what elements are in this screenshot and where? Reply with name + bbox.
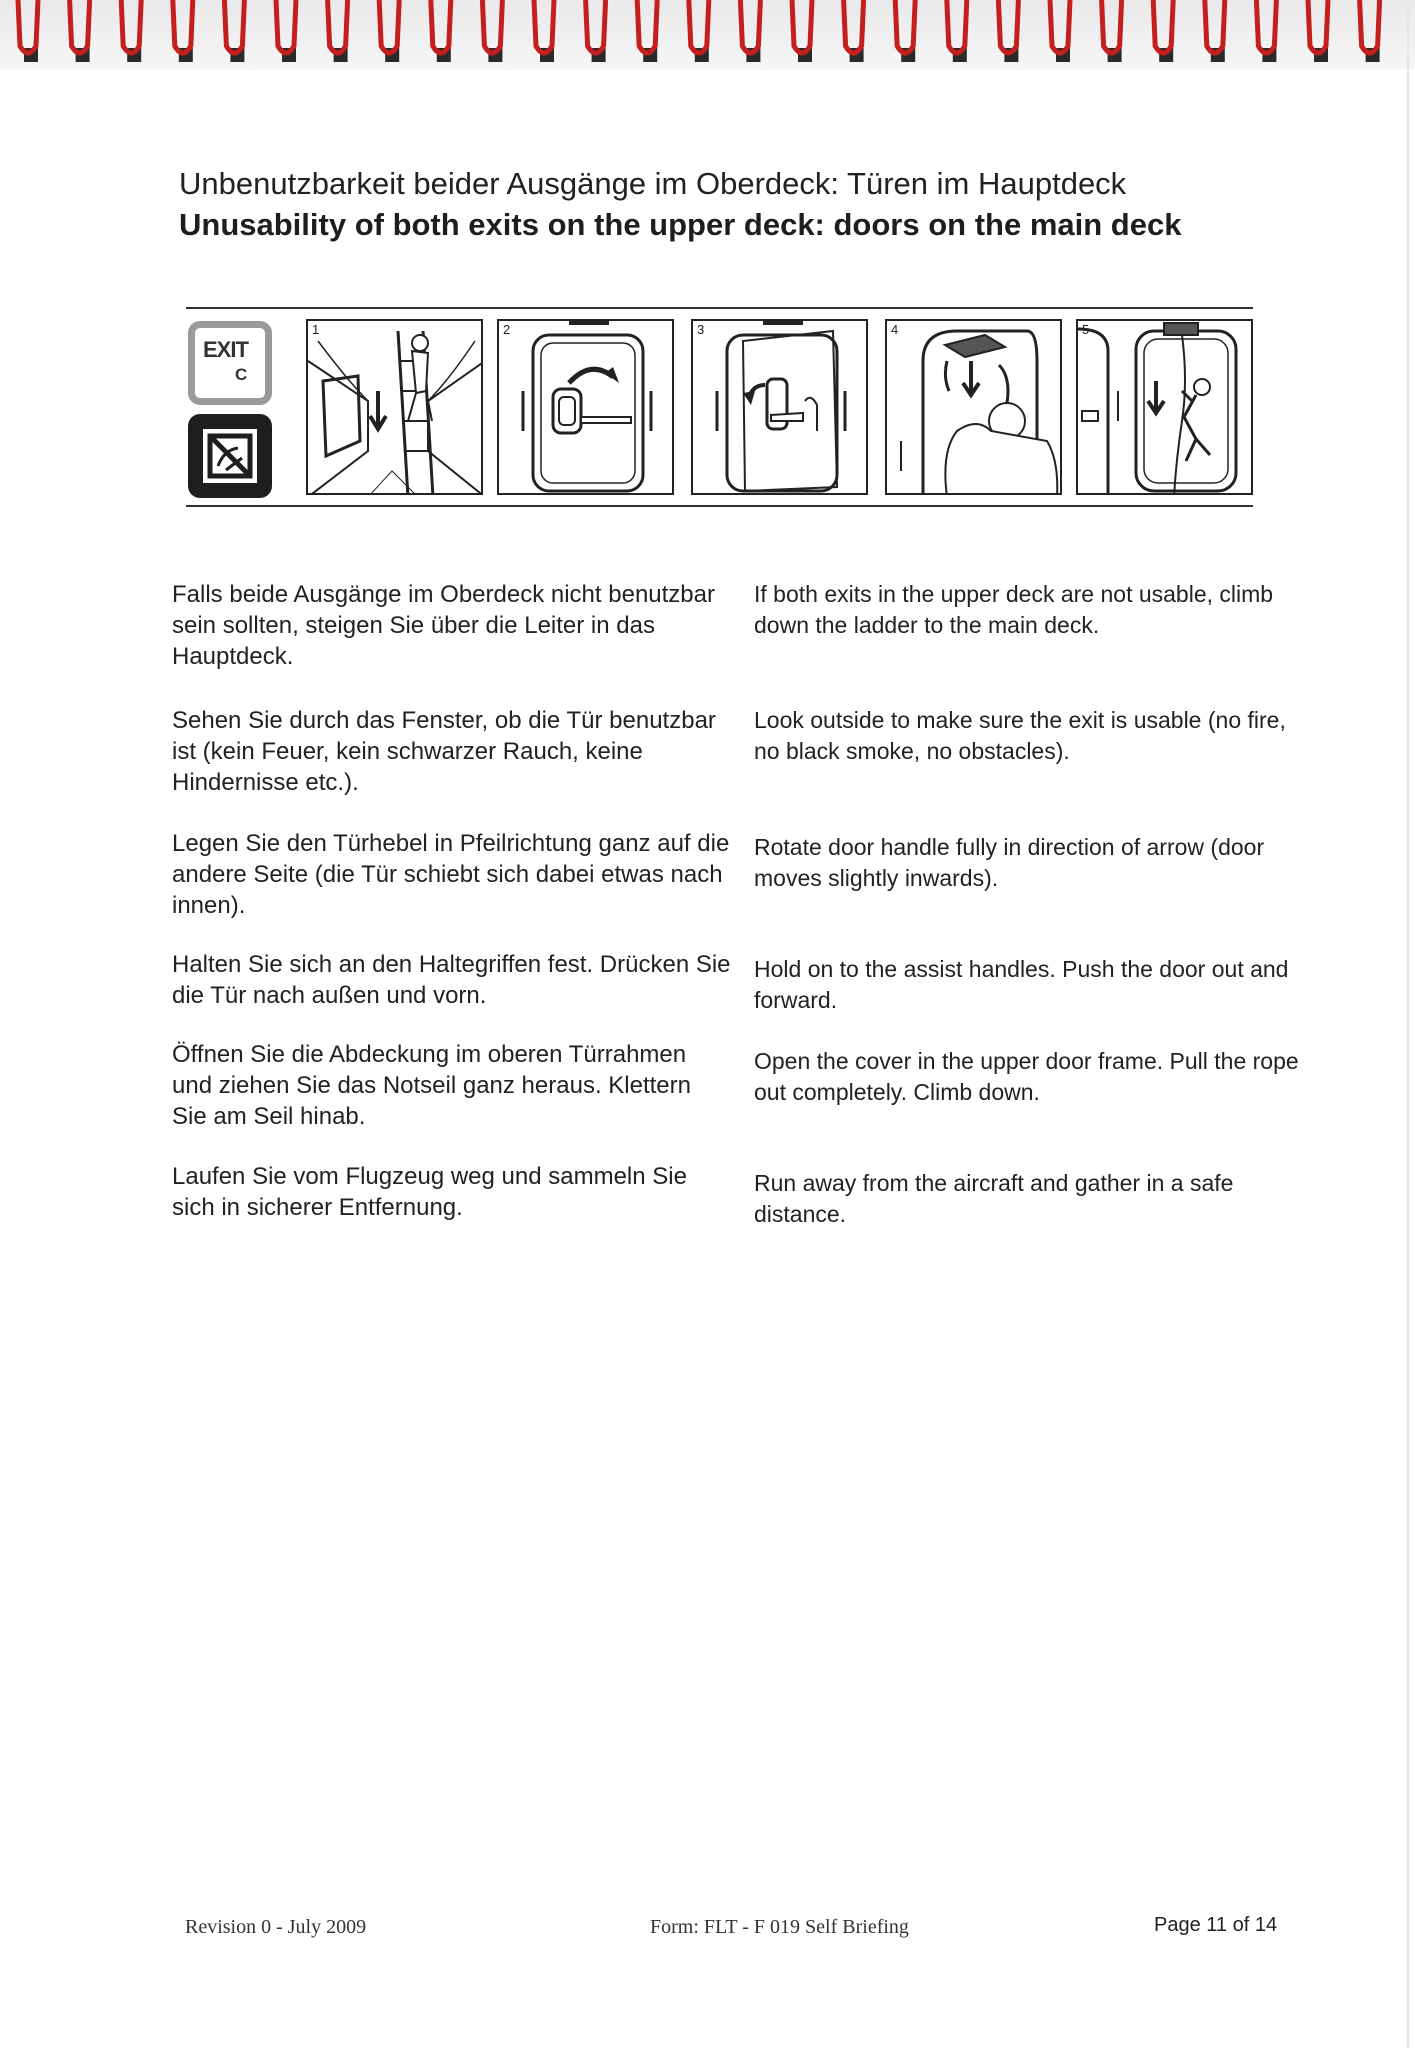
panel-5-rope — [1076, 319, 1253, 495]
instruction-german: Öffnen Sie die Abdeckung im oberen Türrahmen und ziehen Sie das Notseil ganz heraus. Klettern Sie am Seil hinab. — [172, 1041, 691, 1130]
instruction-german: Legen Sie den Türhebel in Pfeilrichtung ganz auf die andere Seite (die Tür schiebt sich dabei etwas nach innen). — [172, 830, 730, 919]
figure-bottom-rule — [186, 505, 1253, 507]
binding-ring — [637, 0, 657, 53]
footer-page-number: Page 11 of 14 — [1154, 1914, 1278, 1936]
panel-4-cover — [885, 319, 1062, 495]
spiral-binding — [0, 0, 1415, 70]
binding-ring — [276, 0, 296, 53]
binding-ring — [998, 0, 1018, 53]
binding-ring — [121, 0, 141, 53]
instruction-english: Look outside to make sure the exit is usable (no fire, no black smoke, no obstacles). — [754, 707, 1286, 764]
instruction-english: Hold on to the assist handles. Push the door out and forward. — [754, 956, 1289, 1013]
panel-number: 5 — [1082, 322, 1090, 337]
exit-sign-word: EXIT — [203, 337, 248, 362]
panel-1-ladder — [306, 319, 483, 495]
binding-ring — [1050, 0, 1070, 53]
ladder-descent-icon — [308, 321, 483, 495]
instruction-german: Falls beide Ausgänge im Oberdeck nicht benutzbar sein sollten, steigen Sie über die Leiter in das Hauptdeck. — [172, 581, 715, 670]
panel-number: 4 — [891, 322, 899, 337]
binding-ring — [1205, 0, 1225, 53]
panel-number: 3 — [697, 322, 705, 337]
instruction-german: Sehen Sie durch das Fenster, ob die Tür benutzbar ist (kein Feuer, kein schwarzer Rauch, keine Hindernisse etc.). — [172, 707, 716, 796]
instruction-german: Laufen Sie vom Flugzeug weg und sammeln Sie sich in sicherer Entfernung. — [172, 1163, 687, 1221]
binding-ring — [689, 0, 709, 53]
binding-ring — [740, 0, 760, 53]
instruction-english: Rotate door handle fully in direction of arrow (door moves slightly inwards). — [754, 834, 1265, 891]
panel-2-handle — [497, 319, 674, 495]
binding-ring — [844, 0, 864, 53]
binding-ring — [1256, 0, 1276, 53]
binding-ring — [947, 0, 967, 53]
spiral-binding-graphic — [0, 0, 1415, 70]
footer-form: Form: FLT - F 019 Self Briefing — [650, 1916, 909, 1938]
binding-ring — [586, 0, 606, 53]
footer-revision: Revision 0 - July 2009 — [185, 1916, 367, 1938]
panel-number: 2 — [503, 322, 511, 337]
title-german: Unbenutzbarkeit beider Ausgänge im Oberdeck: Türen im Hauptdeck — [179, 166, 1127, 201]
page-edge — [1407, 0, 1409, 2048]
binding-ring — [70, 0, 90, 53]
binding-ring — [1360, 0, 1380, 53]
binding-ring — [1308, 0, 1328, 53]
panel-3-push — [691, 319, 868, 495]
exit-sign-icon — [188, 321, 272, 405]
title-english: Unusability of both exits on the upper deck: doors on the main deck — [179, 207, 1182, 242]
binding-ring — [1102, 0, 1122, 53]
exit-sign-letter: C — [235, 365, 248, 384]
binding-ring — [173, 0, 193, 53]
binding-ring — [328, 0, 348, 53]
binding-ring — [792, 0, 812, 53]
binding-ring — [1153, 0, 1173, 53]
no-baggage-icon — [188, 414, 272, 498]
door-push-out-icon — [693, 321, 868, 495]
binding-ring — [482, 0, 502, 53]
panel-number: 1 — [312, 322, 320, 337]
binding-ring — [379, 0, 399, 53]
open-cover-icon — [887, 321, 1062, 495]
instruction-english: Run away from the aircraft and gather in a safe distance. — [754, 1170, 1234, 1227]
binding-ring — [895, 0, 915, 53]
door-handle-rotate-icon — [499, 321, 674, 495]
instruction-english: Open the cover in the upper door frame. Pull the rope out completely. Climb down. — [754, 1048, 1299, 1105]
binding-ring — [534, 0, 554, 53]
figure-top-rule — [186, 307, 1253, 309]
rope-climb-down-icon — [1078, 321, 1253, 495]
instruction-english: If both exits in the upper deck are not usable, climb down the ladder to the main deck. — [754, 581, 1274, 638]
safety-pictogram-strip — [186, 307, 1253, 508]
binding-ring — [224, 0, 244, 53]
binding-ring — [431, 0, 451, 53]
binding-ring — [18, 0, 38, 53]
instruction-german: Halten Sie sich an den Haltegriffen fest. Drücken Sie die Tür nach außen und vorn. — [172, 951, 731, 1009]
